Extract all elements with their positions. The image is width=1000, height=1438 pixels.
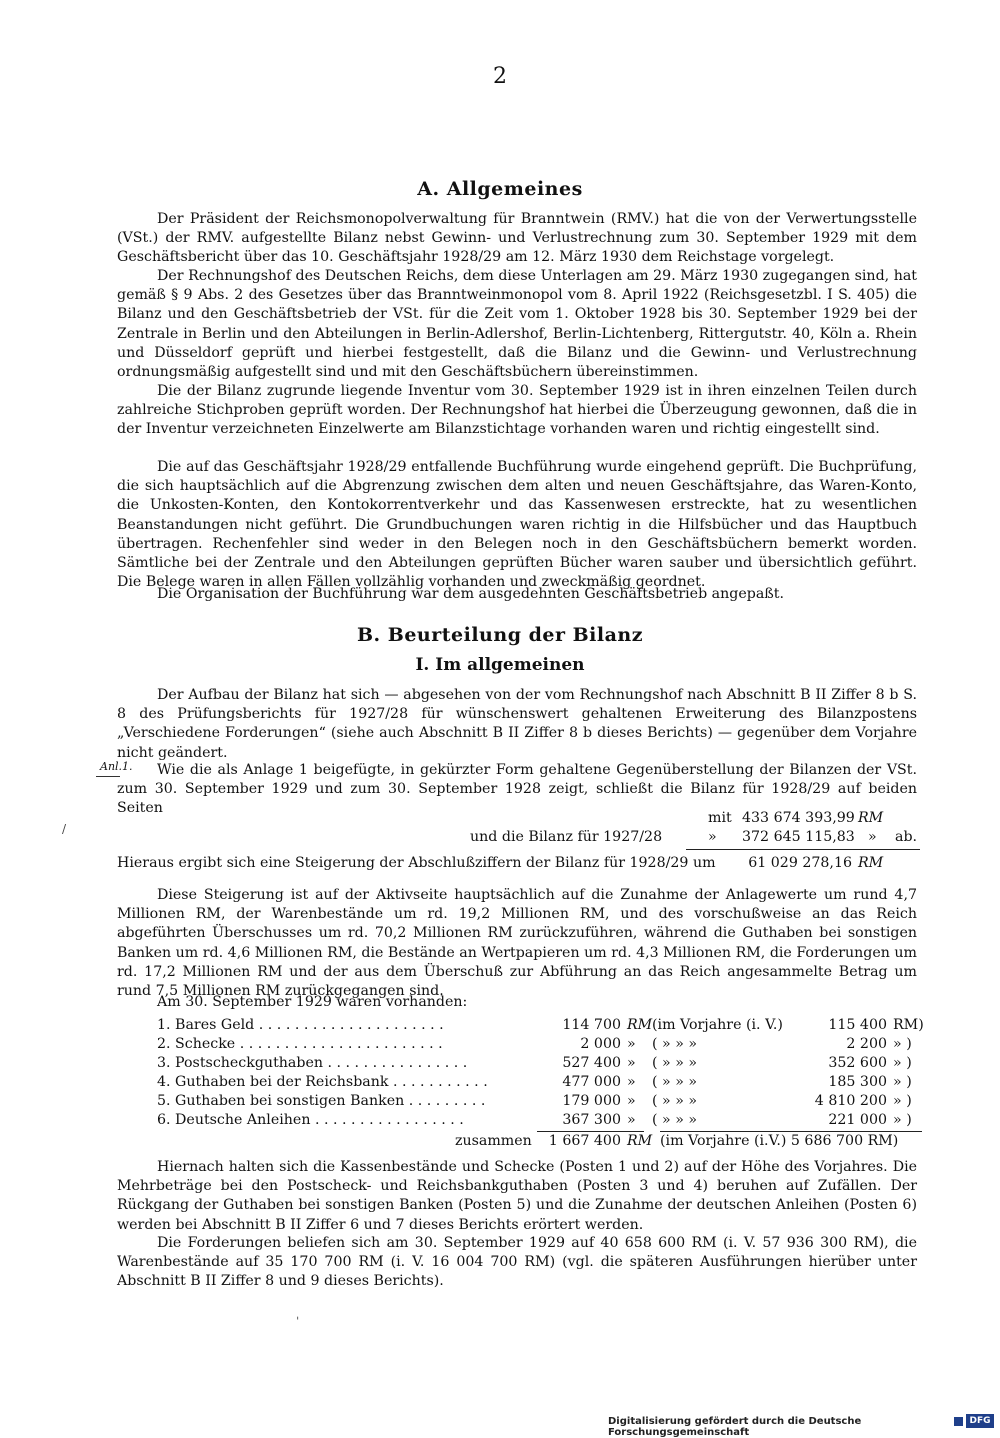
item-prev-unit: » ) [893, 1055, 912, 1071]
dfg-logo: DFG [966, 1414, 994, 1428]
section-a-paragraph: Die Organisation der Buchführung war dem ausgedehnten Geschäftsbetrieb angepaßt. [157, 586, 784, 602]
item-value: 179 000 [562, 1093, 621, 1109]
section-a-paragraph: Der Präsident der Reichsmonopolverwaltung für Branntwein (RMV.) hat die von der Verwertungsstelle (VSt.) der RMV. aufgestellte Bilanz nebst Gewinn- und Verlustrechnung zum 30. September 1929 mit dem Geschäftsbericht über das 10. Geschäftsjahr 1928/29 am 12. März 1930 dem Reichstage vorgelegt. [117, 211, 917, 266]
holdings-list [157, 1017, 922, 1131]
section-a-heading: A. Allgemeines [417, 178, 583, 200]
section-b-subheading: I. Im allgemeinen [415, 655, 585, 675]
item-prev-label: ( » » » [652, 1093, 698, 1109]
section-b-paragraph: Wie die als Anlage 1 beigefügte, in gekürzter Form gehaltene Gegenüberstellung der Bilanzen der VSt. zum 30. September 1929 und zum 30. September 1928 zeigt, schließt die Bilanz für 1928/29 auf beiden Seiten [117, 762, 917, 817]
item-prev-value: 2 200 [846, 1036, 887, 1052]
total-prev: (im Vorjahre (i.V.) 5 686 700 RM) [660, 1133, 899, 1149]
ditto-mark: » [708, 829, 717, 845]
item-prev-value: 185 300 [828, 1074, 887, 1090]
balance-suffix: ab. [895, 829, 918, 845]
balance-line-3 [117, 855, 917, 874]
item-label: 5. Guthaben bei sonstigen Banken . . . . . . . . . [157, 1093, 486, 1109]
sum-rule [537, 1131, 644, 1132]
item-prev-label: ( » » » [652, 1112, 698, 1128]
list-item [157, 1112, 922, 1131]
item-prev-unit: RM) [893, 1017, 924, 1033]
item-label: 4. Guthaben bei der Reichsbank . . . . . . . . . . . [157, 1074, 488, 1090]
item-value: 367 300 [562, 1112, 621, 1128]
item-value: 2 000 [580, 1036, 621, 1052]
item-unit: » [627, 1036, 636, 1052]
total-value: 1 667 400 [548, 1133, 621, 1149]
section-b-paragraph: Diese Steigerung ist auf der Aktivseite hauptsächlich auf die Zunahme der Anlagewerte um rund 4,7 Millionen RM, der Warenbestände um rd. 19,2 Millionen RM, und des vorschußweise an das Reich abgeführten Überschusses um rd. 70,2 Millionen RM zurückzuführen, während die Guthaben bei sonstigen Banken um rd. 4,6 Millionen RM, die Bestände an Wertpapieren um rd. 4,3 Millionen RM, die Forderungen um rd. 17,2 Millionen RM und der aus dem Überschuß zur Abführung an das Reich angesammelte Betrag um rund 7,5 Millionen RM zurückgegangen sind. [117, 887, 917, 1000]
item-prev-value: 221 000 [828, 1112, 887, 1128]
balance-value: 61 029 278,16 [748, 855, 852, 871]
stray-mark: ˈ [296, 1315, 300, 1329]
item-prev-value: 115 400 [828, 1017, 887, 1033]
balance-unit: RM [858, 855, 884, 871]
footer-credit: Digitalisierung gefördert durch die Deutsche Forschungsgemeinschaft [608, 1416, 862, 1438]
item-unit: » [627, 1074, 636, 1090]
item-prev-unit: » ) [893, 1093, 912, 1109]
section-b-paragraph: Der Aufbau der Bilanz hat sich — abgesehen von der vom Rechnungshof nach Abschnitt B II Ziffer 8 b S. 8 des Prüfungsberichts für 1927/28 für wünschenswert gehaltenen Erweiterung des Bilanzpostens „Verschiedene Forderungen“ (siehe auch Abschnitt B II Ziffer 8 b dieses Berichts) — gegenüber dem Vorjahre nicht geändert. [117, 687, 917, 761]
balance-label: und die Bilanz für 1927/28 [470, 829, 663, 845]
list-item [157, 1017, 922, 1036]
section-b-paragraph: Hiernach halten sich die Kassenbestände und Schecke (Posten 1 und 2) auf der Höhe des Vorjahres. Die Mehrbeträge bei den Postscheck- und Reichsbankguthaben (Posten 3 und 4) beruhen auf Zufällen. Der Rückgang der Guthaben bei sonstigen Banken (Posten 5) und die Zunahme der deutschen Anleihen (Posten 6) werden bei Abschnitt B II Ziffer 6 und 7 dieses Berichts erörtert werden. [117, 1159, 917, 1233]
sum-rule [660, 1131, 922, 1132]
item-prev-label: (im Vorjahre (i. V.) [652, 1017, 783, 1033]
item-prev-unit: » ) [893, 1074, 912, 1090]
section-a-paragraph: Die der Bilanz zugrunde liegende Inventur vom 30. September 1929 ist in ihren einzelnen Teilen durch zahlreiche Stichproben geprüft worden. Der Rechnungshof hat hierbei die Überzeugung gewonnen, daß die in der Inventur verzeichneten Einzelwerte am Bilanzstichtage vorhanden waren und richtig eingestellt sind. [117, 383, 917, 438]
total-unit: RM [627, 1133, 653, 1149]
list-item [157, 1036, 922, 1055]
balance-line-1 [0, 810, 1000, 829]
total-label: zusammen [455, 1133, 532, 1149]
ditto-mark: » [868, 829, 877, 845]
section-a-paragraph: Der Rechnungshof des Deutschen Reichs, dem diese Unterlagen am 29. März 1930 zugegangen sind, hat gemäß § 9 Abs. 2 des Gesetzes über das Branntweinmonopol vom 8. April 1922 (Reichsgesetzbl. I S. 405) die Bilanz und den Geschäftsbetrieb der VSt. für die Zeit vom 1. Oktober 1928 bis 30. September 1929 bei der Zentrale in Berlin und den Abteilungen in Berlin-Adlershof, Berlin-Lichtenberg, Rittergutstr. 40, Köln a. Rhein und Düsseldorf geprüft und hierbei festgestellt, daß die Bilanz und die Gewinn- und Verlustrechnung ordnungsmäßig aufgestellt sind und mit den Geschäftsbüchern übereinstimmen. [117, 268, 917, 381]
item-value: 477 000 [562, 1074, 621, 1090]
balance-label: Hieraus ergibt sich eine Steigerung der Abschlußziffern der Bilanz für 1928/29 um [117, 855, 716, 871]
item-prev-unit: » ) [893, 1036, 912, 1052]
margin-note: Anl.1. [100, 760, 133, 773]
balance-value: 433 674 393,99 [742, 810, 855, 826]
balance-prefix: mit [708, 810, 732, 826]
section-b-heading: B. Beurteilung der Bilanz [357, 624, 643, 646]
balance-rule [686, 849, 920, 850]
item-prev-unit: » ) [893, 1112, 912, 1128]
item-label: 1. Bares Geld . . . . . . . . . . . . . . . . . . . . . [157, 1017, 444, 1033]
balance-unit: RM [858, 810, 884, 826]
item-value: 114 700 [562, 1017, 621, 1033]
stray-mark: / [62, 822, 67, 836]
page-number: 2 [493, 64, 507, 89]
item-prev-value: 4 810 200 [814, 1093, 887, 1109]
item-label: 3. Postscheckguthaben . . . . . . . . . . . . . . . . [157, 1055, 468, 1071]
item-unit: » [627, 1055, 636, 1071]
dfg-logo-mark [954, 1417, 963, 1426]
list-intro: Am 30. September 1929 waren vorhanden: [157, 994, 468, 1010]
item-label: 2. Schecke . . . . . . . . . . . . . . . . . . . . . . . [157, 1036, 443, 1052]
section-a-paragraph: Die auf das Geschäftsjahr 1928/29 entfallende Buchführung wurde eingehend geprüft. Die Buchprüfung, die sich hauptsächlich auf die Abgrenzung zwischen dem alten und neuen Geschäftsjahre, das Waren-Konto, die Unkosten-Konten, den Kontokorrentverkehr und das Kassenwesen erstreckte, hat zu wesentlichen Beanstandungen nicht geführt. Die Grundbuchungen waren richtig in die Hilfsbücher und das Hauptbuch übertragen. Rechenfehler sind weder in den Belegen noch in den Geschäftsbüchern bemerkt worden. Sämtliche bei der Zentrale und den Abteilungen geprüften Bücher waren sauber und übersichtlich geführt. Die Belege waren in allen Fällen vollzählig vorhanden und zweckmäßig geordnet. [117, 459, 917, 591]
item-prev-label: ( » » » [652, 1055, 698, 1071]
list-item [157, 1055, 922, 1074]
item-prev-label: ( » » » [652, 1036, 698, 1052]
list-item [157, 1093, 922, 1112]
list-item [157, 1074, 922, 1093]
balance-value: 372 645 115,83 [742, 829, 855, 845]
item-prev-value: 352 600 [828, 1055, 887, 1071]
item-unit: » [627, 1112, 636, 1128]
item-value: 527 400 [562, 1055, 621, 1071]
item-unit: RM [627, 1017, 653, 1033]
section-b-paragraph: Die Forderungen beliefen sich am 30. September 1929 auf 40 658 600 RM (i. V. 57 936 300 RM), die Warenbestände auf 35 170 700 RM (i. V. 16 004 700 RM) (vgl. die späteren Ausführungen hierüber unter Abschnitt B II Ziffer 8 und 9 dieses Berichts). [117, 1235, 917, 1290]
item-prev-label: ( » » » [652, 1074, 698, 1090]
item-label: 6. Deutsche Anleihen . . . . . . . . . . . . . . . . . [157, 1112, 464, 1128]
balance-line-2 [0, 829, 1000, 848]
item-unit: » [627, 1093, 636, 1109]
